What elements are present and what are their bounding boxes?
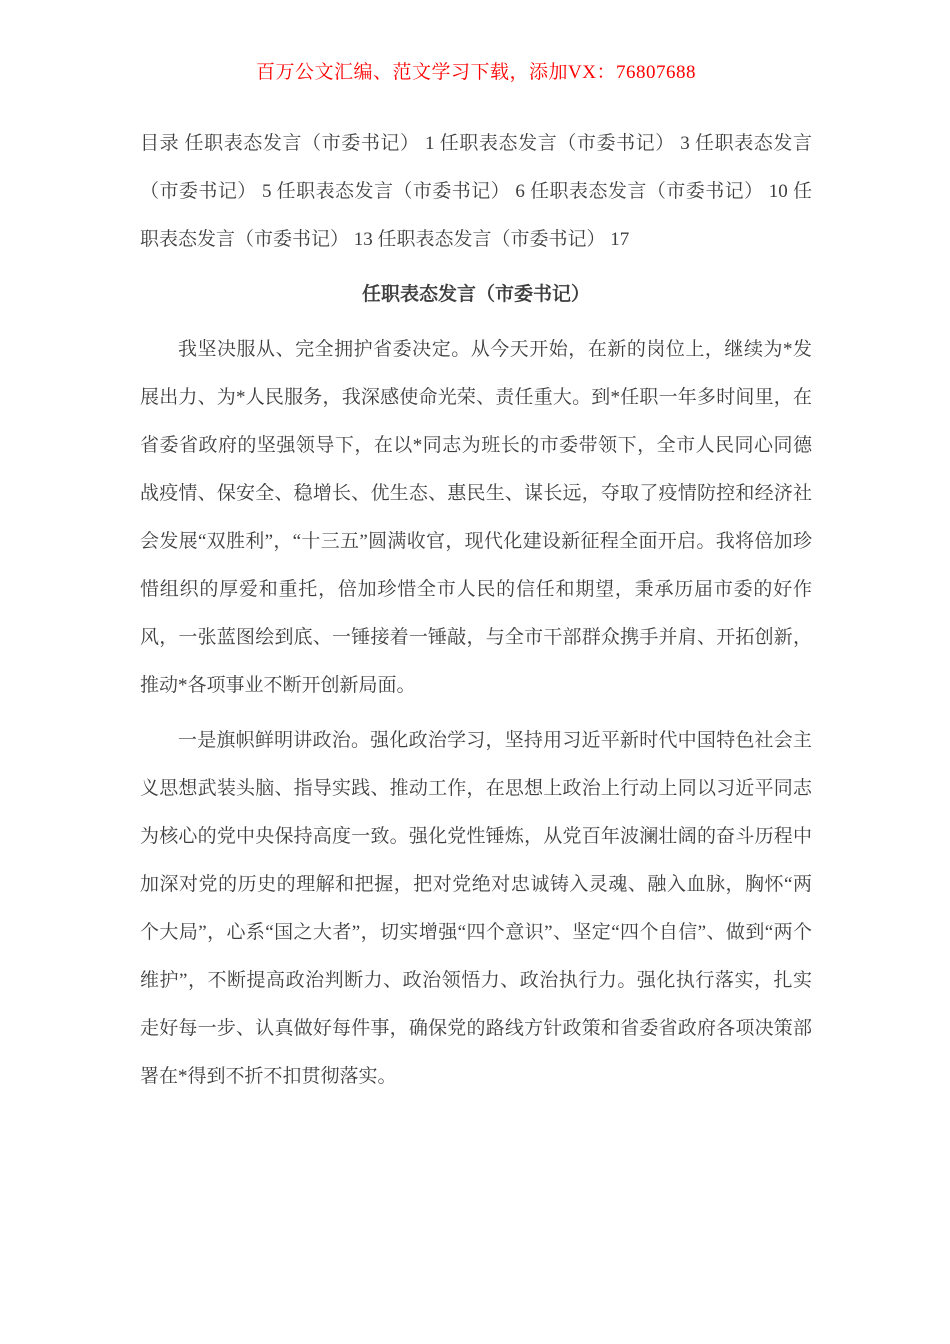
body-paragraph-2: 一是旗帜鲜明讲政治。强化政治学习，坚持用习近平新时代中国特色社会主义思想武装头脑、指导实践、推动工作，在思想上政治上行动上同以习近平同志为核心的党中央保持高度一致。强化党性锤炼，从党百年波澜壮阔的奋斗历程中加深对党的历史的理解和把握，把对党绝对忠诚铸入灵魂、融入血脉，胸怀“两个大局”，心系“国之大者”，切实增强“四个意识”、坚定“四个自信”、做到“两个维护”，不断提高政治判断力、政治领悟力、政治执行力。强化执行落实，扎实走好每一步、认真做好每件事，确保党的路线方针政策和省委省政府各项决策部署在*得到不折不扣贯彻落实。 [140, 730, 812, 1087]
body-paragraph-1: 我坚决服从、完全拥护省委决定。从今天开始，在新的岗位上，继续为*发展出力、为*人民服务，我深感使命光荣、责任重大。到*任职一年多时间里，在省委省政府的坚强领导下，在以*同志为班长的市委带领下，全市人民同心同德战疫情、保安全、稳增长、优生态、惠民生、谋长远，夺取了疫情防控和经济社会发展“双胜利”，“十三五”圆满收官，现代化建设新征程全面开启。我将倍加珍惜组织的厚爱和重托，倍加珍惜全市人民的信任和期望，秉承历届市委的好作风，一张蓝图绘到底、一锤接着一锤敲，与全市干部群众携手并肩、开拓创新，推动*各项事业不断开创新局面。 [140, 339, 812, 696]
document-title: 任职表态发言（市委书记） [361, 284, 590, 305]
toc-paragraph: 目录 任职表态发言（市委书记） 1 任职表态发言（市委书记） 3 任职表态发言（市委书记） 5 任职表态发言（市委书记） 6 任职表态发言（市委书记） 10 任职表态发言（市委书记） 13 任职表态发言（市委书记） 17 [140, 133, 812, 250]
promo-banner: 百万公文汇编、范文学习下载，添加VX：76807688 [256, 62, 696, 83]
